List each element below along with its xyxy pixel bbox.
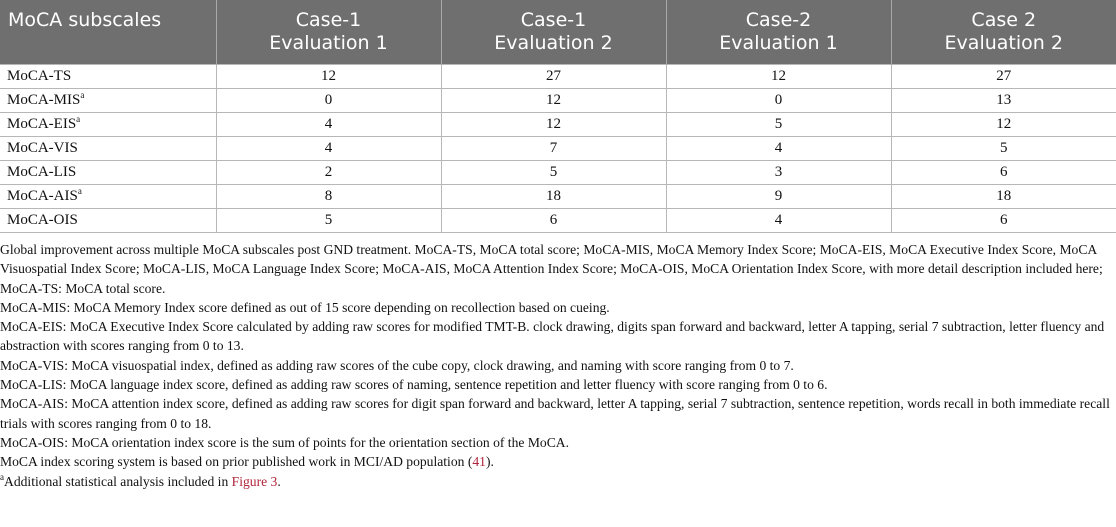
table-cell: 4 bbox=[216, 113, 441, 137]
table-cell: 9 bbox=[666, 185, 891, 209]
note-ois: MoCA-OIS: MoCA orientation index score is the sum of points for the orientation section of the MoCA. bbox=[0, 434, 569, 450]
table-cell: 18 bbox=[441, 185, 666, 209]
row-label-text: MoCA-TS bbox=[7, 68, 72, 84]
table-cell: 8 bbox=[216, 185, 441, 209]
table-cell: 27 bbox=[441, 65, 666, 89]
note-scoring-end: ). bbox=[485, 454, 494, 470]
table-cell: 4 bbox=[666, 137, 891, 161]
header-subscales bbox=[0, 0, 216, 65]
moca-subscales-table bbox=[0, 0, 1116, 233]
reference-link[interactable]: 41 bbox=[472, 454, 486, 470]
table-cell: 3 bbox=[666, 161, 891, 185]
table-cell: 12 bbox=[216, 65, 441, 89]
table-cell: 6 bbox=[441, 209, 666, 233]
footnote-marker: a bbox=[0, 471, 4, 482]
table-cell: 0 bbox=[216, 89, 441, 113]
table-cell: 13 bbox=[891, 89, 1116, 113]
header-line: MoCA subscales bbox=[8, 9, 162, 31]
table-cell: 5 bbox=[441, 161, 666, 185]
row-label bbox=[0, 185, 216, 209]
table-cell: 12 bbox=[441, 113, 666, 137]
table-cell: 27 bbox=[891, 65, 1116, 89]
footnote-end: . bbox=[277, 473, 281, 489]
row-label-text: MoCA-LIS bbox=[7, 164, 77, 180]
table-description: Global improvement across multiple MoCA subscales post GND treatment. MoCA-TS, MoCA total score; MoCA-MIS, MoCA Memory Index Score; MoCA-EIS, MoCA Executive Index Score, MoCA Visuospatial Index Score; MoCA-LIS, MoCA Language Index Score; MoCA-AIS, MoCA Attention Index Score; MoCA-OIS, MoCA Orientation Index Score, with more detail description included here; bbox=[0, 242, 1103, 277]
table-cell: 4 bbox=[666, 209, 891, 233]
figure-link[interactable]: Figure 3 bbox=[231, 473, 278, 489]
row-label-text: MoCA-EIS bbox=[7, 116, 77, 132]
note-ts: MoCA-TS: MoCA total score. bbox=[0, 280, 166, 296]
table-row bbox=[0, 209, 1116, 233]
row-label bbox=[0, 113, 216, 137]
row-label-text: MoCA-AIS bbox=[7, 188, 78, 204]
table-cell: 12 bbox=[891, 113, 1116, 137]
header-line: Evaluation 2 bbox=[944, 32, 1063, 54]
footnote-marker: a bbox=[80, 90, 85, 100]
row-label-text: MoCA-MIS bbox=[7, 92, 81, 108]
note-eis: MoCA-EIS: MoCA Executive Index Score calculated by adding raw scores for modified TMT-B. clock drawing, digits span forward and backward, letter A tapping, serial 7 subtraction, letter fluency and abstraction with scores ranging from 0 to 13. bbox=[0, 319, 1105, 354]
footnote-marker: a bbox=[76, 114, 81, 124]
footnote-text: Additional statistical analysis included in bbox=[4, 473, 232, 489]
table-cell: 5 bbox=[216, 209, 441, 233]
header-line: Case-1 bbox=[295, 9, 362, 31]
row-label bbox=[0, 89, 216, 113]
header-case1-eval1 bbox=[216, 0, 441, 65]
header-line: Evaluation 2 bbox=[494, 32, 613, 54]
note-lis: MoCA-LIS: MoCA language index score, defined as adding raw scores of naming, sentence repetition and letter fluency with score ranging from 0 to 6. bbox=[0, 377, 828, 393]
table-row bbox=[0, 185, 1116, 209]
header-case2-eval1 bbox=[666, 0, 891, 65]
table-cell: 18 bbox=[891, 185, 1116, 209]
footnote bbox=[0, 472, 1112, 491]
moca-table-container bbox=[0, 0, 1116, 233]
header-line: Case-2 bbox=[745, 9, 812, 31]
note-scoring-text: MoCA index scoring system is based on prior published work in MCI/AD population ( bbox=[0, 454, 473, 470]
table-header-row bbox=[0, 0, 1116, 65]
table-cell: 6 bbox=[891, 161, 1116, 185]
note-ais: MoCA-AIS: MoCA attention index score, defined as adding raw scores for digit span forward and backward, letter A tapping, serial 7 subtraction, sentence repetition, words recall in both immediate recall trials with scores ranging from 0 to 18. bbox=[0, 396, 1110, 431]
footnote-marker: a bbox=[77, 186, 82, 196]
table-cell: 2 bbox=[216, 161, 441, 185]
table-row bbox=[0, 65, 1116, 89]
note-mis: MoCA-MIS: MoCA Memory Index score defined as out of 15 score depending on recollection based on cueing. bbox=[0, 299, 610, 315]
table-cell: 5 bbox=[666, 113, 891, 137]
row-label-text: MoCA-VIS bbox=[7, 140, 78, 156]
header-line: Case-1 bbox=[520, 9, 587, 31]
table-row bbox=[0, 137, 1116, 161]
header-line: Evaluation 1 bbox=[269, 32, 388, 54]
table-cell: 12 bbox=[666, 65, 891, 89]
header-case1-eval2 bbox=[441, 0, 666, 65]
header-line: Case 2 bbox=[971, 9, 1037, 31]
header-case2-eval2 bbox=[891, 0, 1116, 65]
note-scoring bbox=[0, 452, 1112, 471]
table-notes bbox=[0, 240, 1112, 491]
table-cell: 4 bbox=[216, 137, 441, 161]
table-cell: 5 bbox=[891, 137, 1116, 161]
table-cell: 0 bbox=[666, 89, 891, 113]
row-label-text: MoCA-OIS bbox=[7, 212, 78, 228]
table-row bbox=[0, 113, 1116, 137]
table-cell: 6 bbox=[891, 209, 1116, 233]
header-line: Evaluation 1 bbox=[719, 32, 838, 54]
row-label bbox=[0, 65, 216, 89]
note-vis: MoCA-VIS: MoCA visuospatial index, defined as adding raw scores of the cube copy, clock drawing, and naming with score ranging from 0 to 7. bbox=[0, 357, 794, 373]
table-row bbox=[0, 161, 1116, 185]
table-cell: 7 bbox=[441, 137, 666, 161]
row-label bbox=[0, 161, 216, 185]
row-label bbox=[0, 137, 216, 161]
table-row bbox=[0, 89, 1116, 113]
table-cell: 12 bbox=[441, 89, 666, 113]
row-label bbox=[0, 209, 216, 233]
